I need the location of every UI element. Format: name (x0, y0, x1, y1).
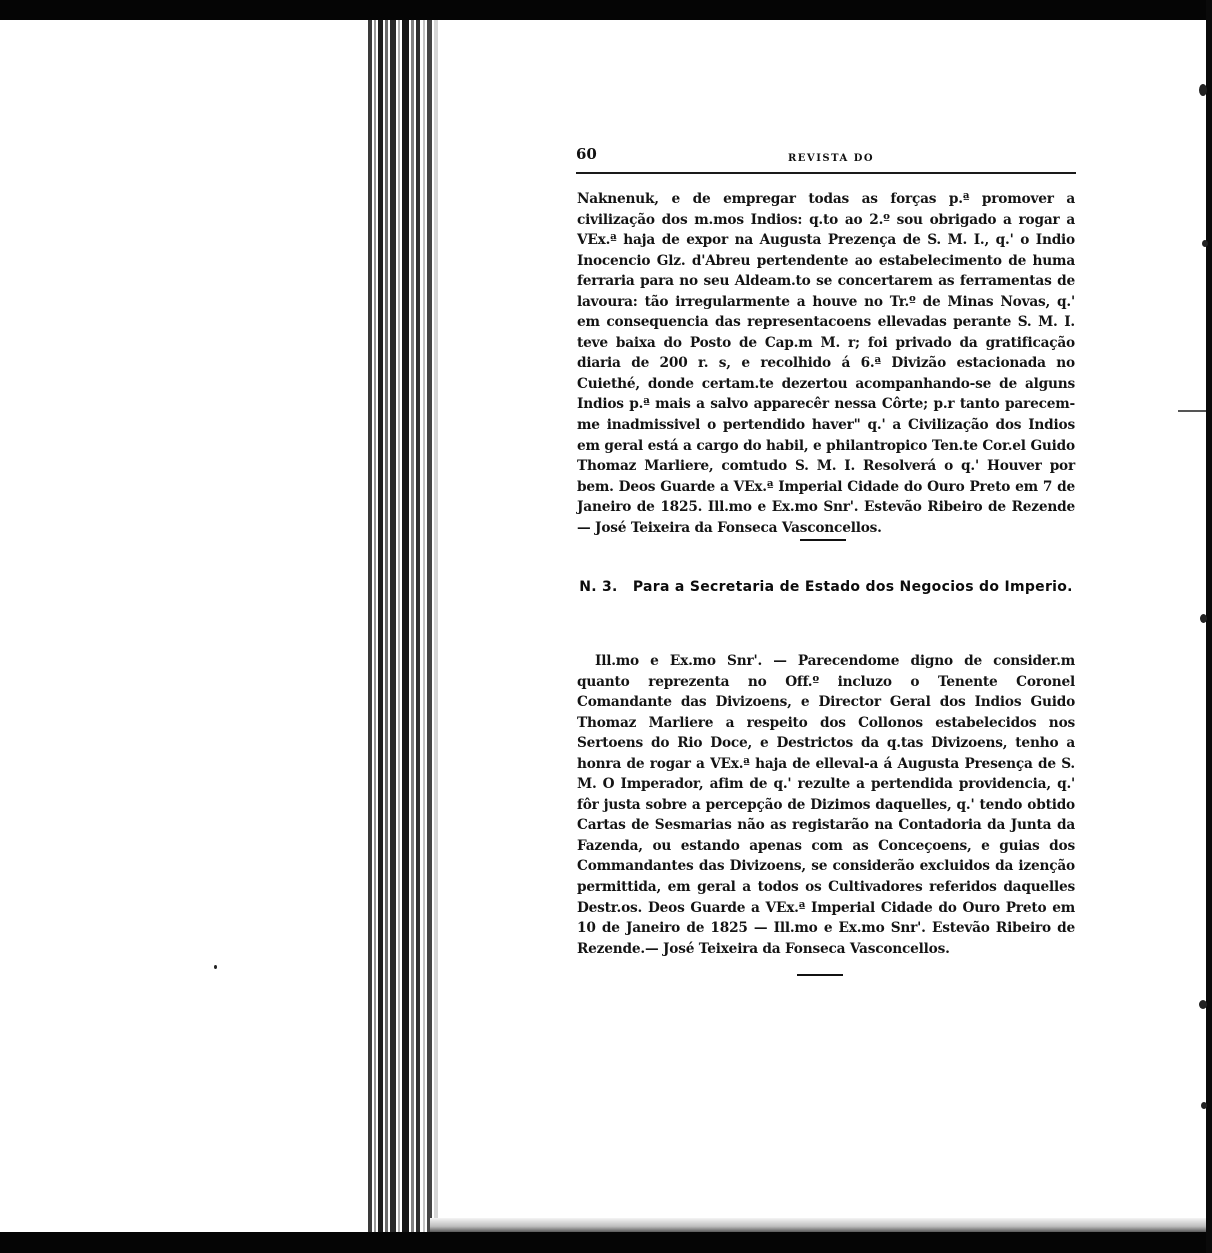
scan-speck (1200, 614, 1207, 623)
scan-border-bottom (0, 1232, 1212, 1253)
section-heading (577, 578, 1075, 597)
page-bottom-edge (430, 1218, 1212, 1232)
letter-1-text: Naknenuk, e de empregar todas as forças p.ª promover a civilização dos m.mos Indios: q.to ao 2.º sou obrigado a rogar a VEx.ª haja de expor na Augusta Prezença de S. M. I., q.' o Indio Inocencio Glz. d'Abreu pertendente ao estabelecimento de huma ferraria para no seu Aldeam.to se concertarem as ferramentas de lavoura: tão irregularmente a houve no Tr.º de Minas Novas, q.' em consequencia das representacoens ellevadas perante S. M. I. teve baixa do Posto de Cap.m M. r; foi privado da gratificação diaria de 200 r. s, e recolhido á 6.ª Divizão estacionada no Cuiethé, donde certam.te dezertou acompanhando-se de alguns Indios p.ª mais a salvo apparecêr nessa Côrte; p.r tanto parecem-me inadmissivel o pertendido haver" q.' a Civilização dos Indios em geral está a cargo do habil, e philantropico Ten.te Cor.el Guido Thomaz Marliere, comtudo S. M. I. Resolverá o q.' Houver por bem. Deos Guarde a VEx.ª Imperial Cidade do Ouro Preto em 7 de Janeiro de 1825. Ill.mo e Ex.mo Snr'. Estevão Ribeiro de Rezende — José Teixeira da Fonseca Vasconcellos. (577, 191, 1075, 536)
scan-speck (214, 965, 217, 969)
running-head: REVISTA DO (788, 153, 875, 164)
book-binding-gutter (368, 18, 440, 1234)
scan-speck (1202, 240, 1208, 247)
letter-2-text: Ill.mo e Ex.mo Snr'. — Parecendome digno de consider.m quanto reprezenta no Off.º incluzo o Tenente Coronel Comandante das Divizoens, e Director Geral dos Indios Guido Thomaz Marliere a respeito dos Collonos estabelecidos nos Sertoens do Rio Doce, e Destrictos da q.tas Divizoens, tenho a honra de rogar a VEx.ª haja de elleval-a á Augusta Presença de S. M. O Imperador, afim de q.' rezulte a pertendida providencia, q.' fôr justa sobre a percepção de Dizimos daquelles, q.' tendo obtido Cartas de Sesmarias não as registarão na Contadoria da Junta da Fazenda, ou estando apenas com as Conceçoens, e guias dos Commandantes das Divizoens, se considerão excluidos da izenção permittida, em geral a todos os Cultivadores referidos daquelles Destr.os. Deos Guarde a VEx.ª Imperial Cidade do Ouro Preto em 10 de Janeiro de 1825 — Ill.mo e Ex.mo Snr'. Estevão Ribeiro de Rezende.— José Teixeira da Fonseca Vasconcellos. (577, 653, 1075, 957)
facing-blank-page (0, 20, 368, 1232)
section-number: N. 3. (579, 579, 618, 595)
scan-speck (1201, 1102, 1207, 1109)
section-divider (797, 974, 843, 976)
page-header (576, 143, 1076, 173)
page-number: 60 (576, 145, 597, 163)
scan-border-right (1206, 0, 1212, 1253)
scan-speck (1199, 1000, 1207, 1009)
scan-speck (1199, 84, 1207, 96)
scan-border-top (0, 0, 1212, 20)
scan-speck (1178, 410, 1206, 412)
section-title: Para a Secretaria de Estado dos Negocios do Imperio. (632, 579, 1073, 595)
header-rule (576, 172, 1076, 174)
section-divider (800, 539, 846, 541)
